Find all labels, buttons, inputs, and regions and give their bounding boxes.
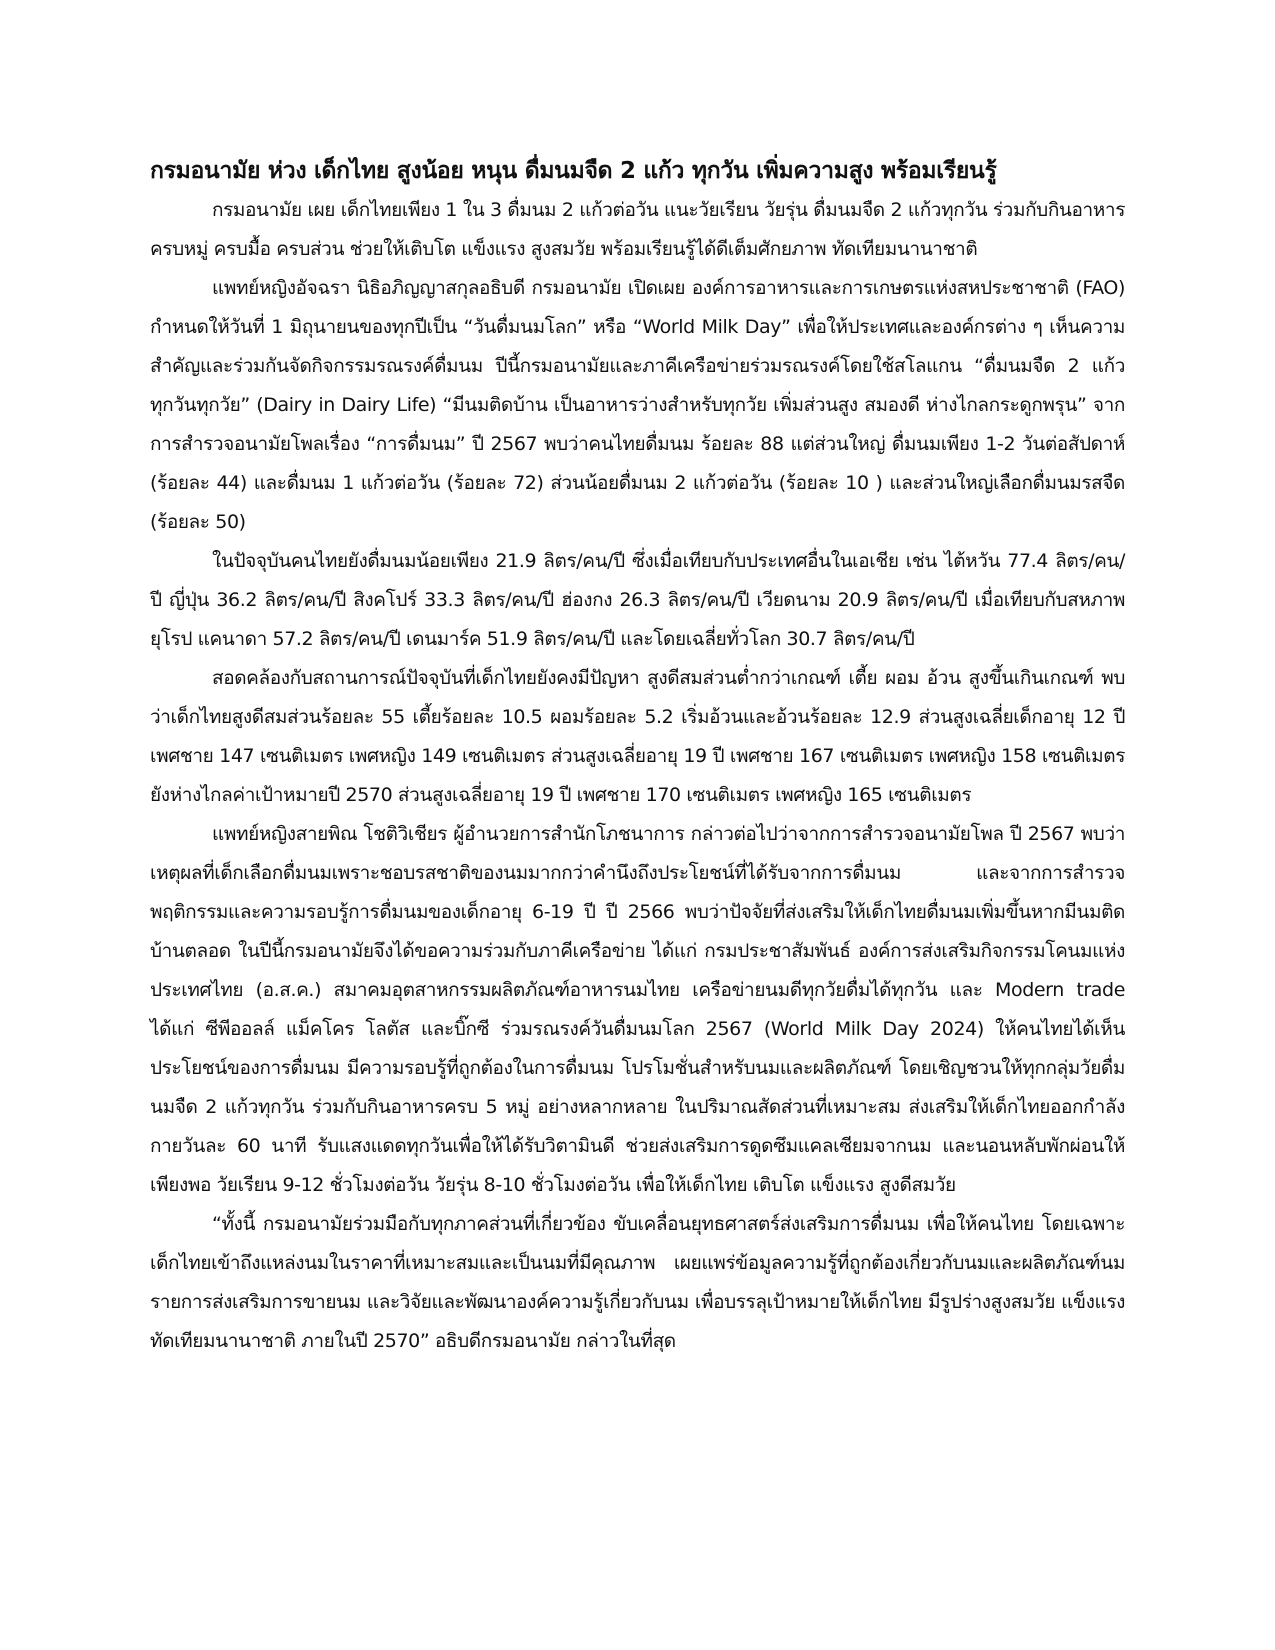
- paragraph-consumption-statistics: ในปัจจุบันคนไทยยังดื่มนมน้อยเพียง 21.9 ลิตร/คน/ปี ซึ่งเมื่อเทียบกับประเทศอื่นในเอเชีย เช่น ไต้หวัน 77.4 ลิตร/คน/ปี ญี่ปุ่น 36.2 ลิตร/คน/ปี สิงคโปร์ 33.3 ลิตร/คน/ปี ฮ่องกง 26.3 ลิตร/คน/ปี เวียดนาม 20.9 ลิตร/คน/ปี เมื่อเทียบกับสหภาพยุโรป แคนาดา 57.2 ลิตร/คน/ปี เดนมาร์ค 51.9 ลิตร/คน/ปี และโดยเฉลี่ยทั่วโลก 30.7 ลิตร/คน/ปี: [150, 550, 1125, 650]
- paragraph-survey-and-campaign: แพทย์หญิงสายพิณ โชติวิเชียร ผู้อำนวยการสำนักโภชนาการ กล่าวต่อไปว่าจากการสำรวจอนามัยโพล ปี 2567 พบว่าเหตุผลที่เด็กเลือกดื่มนมเพราะชอบรสชาติของนมมากกว่าคำนึงถึงประโยชน์ที่ได้รับจากการดื่มนม และจากการสำรวจพฤติกรรมและความรอบรู้การดื่มนมของเด็กอายุ 6-19 ปี ปี 2566 พบว่าปัจจัยที่ส่งเสริมให้เด็กไทยดื่มนมเพิ่มขึ้นหากมีนมติดบ้านตลอด ในปีนี้กรมอนามัยจึงได้ขอความร่วมกับภาคีเครือข่าย ได้แก่ กรมประชาสัมพันธ์ องค์การส่งเสริมกิจกรรมโคนมแห่งประเทศไทย (อ.ส.ค.) สมาคมอุตสาหกรรมผลิตภัณฑ์อาหารนมไทย เครือข่ายนมดีทุกวัยดื่มได้ทุกวัน และ Modern trade ได้แก่ ซีพีออลล์ แม็คโคร โลตัส และบิ๊กซี ร่วมรณรงค์วันดื่มนมโลก 2567 (World Milk Day 2024) ให้คนไทยได้เห็นประโยชน์ของการดื่มนม มีความรอบรู้ที่ถูกต้องในการดื่มนม โปรโมชั่นสำหรับนมและผลิตภัณฑ์ โดยเชิญชวนให้ทุกกลุ่มวัยดื่มนมจืด 2 แก้วทุกวัน ร่วมกับกินอาหารครบ 5 หมู่ อย่างหลากหลาย ในปริมาณสัดส่วนที่เหมาะสม ส่งเสริมให้เด็กไทยออกกำลังกายวันละ 60 นาที รับแสงแดดทุกวันเพื่อให้ได้รับวิตามินดี ช่วยส่งเสริมการดูดซึมแคลเซียมจากนม และนอนหลับพักผ่อนให้เพียงพอ วัยเรียน 9-12 ชั่วโมงต่อวัน วัยรุ่น 8-10 ชั่วโมงต่อวัน เพื่อให้เด็กไทย เติบโต แข็งแรง สูงดีสมวัย: [150, 823, 1125, 1196]
- headline: กรมอนามัย ห่วง เด็กไทย สูงน้อย หนุน ดื่มนมจืด 2 แก้ว ทุกวัน เพิ่มความสูง พร้อมเรียนรู้: [150, 158, 997, 184]
- paragraph-height-statistics: สอดคล้องกับสถานการณ์ปัจจุบันที่เด็กไทยยังคงมีปัญหา สูงดีสมส่วนต่ำกว่าเกณฑ์ เตี้ย ผอม อ้วน สูงขึ้นเกินเกณฑ์ พบว่าเด็กไทยสูงดีสมส่วนร้อยละ 55 เตี้ยร้อยละ 10.5 ผอมร้อยละ 5.2 เริ่มอ้วนและอ้วนร้อยละ 12.9 ส่วนสูงเฉลี่ยเด็กอายุ 12 ปี เพศชาย 147 เซนติเมตร เพศหญิง 149 เซนติเมตร ส่วนสูงเฉลี่ยอายุ 19 ปี เพศชาย 167 เซนติเมตร เพศหญิง 158 เซนติเมตร ยังห่างไกลค่าเป้าหมายปี 2570 ส่วนสูงเฉลี่ยอายุ 19 ปี เพศชาย 170 เซนติเมตร เพศหญิง 165 เซนติเมตร: [150, 667, 1125, 806]
- paragraph-closing-quote: “ทั้งนี้ กรมอนามัยร่วมมือกับทุกภาคส่วนที่เกี่ยวข้อง ขับเคลื่อนยุทธศาสตร์ส่งเสริมการดื่มนม เพื่อให้คนไทย โดยเฉพาะเด็กไทยเข้าถึงแหล่งนมในราคาที่เหมาะสมและเป็นนมที่มีคุณภาพ เผยแพร่ข้อมูลความรู้ที่ถูกต้องเกี่ยวกับนมและผลิตภัณฑ์นม รายการส่งเสริมการขายนม และวิจัยและพัฒนาองค์ความรู้เกี่ยวกับนม เพื่อบรรลุเป้าหมายให้เด็กไทย มีรูปร่างสูงสมวัย แข็งแรง ทัดเทียมนานาชาติ ภายในปี 2570” อธิบดีกรมอนามัย กล่าวในที่สุด: [150, 1213, 1125, 1352]
- paragraph-lead: กรมอนามัย เผย เด็กไทยเพียง 1 ใน 3 ดื่มนม 2 แก้วต่อวัน แนะวัยเรียน วัยรุ่น ดื่มนมจืด 2 แก้วทุกวัน ร่วมกับกินอาหารครบหมู่ ครบมื้อ ครบส่วน ช่วยให้เติบโต แข็งแรง สูงสมวัย พร้อมเรียนรู้ได้ดีเต็มศักยภาพ ทัดเทียมนานาชาติ: [150, 199, 1125, 260]
- document-page: [150, 155, 1125, 1361]
- paragraph-world-milk-day: แพทย์หญิงอัจฉรา นิธิอภิญญาสกุลอธิบดี กรมอนามัย เปิดเผย องค์การอาหารและการเกษตรแห่งสหประชาชาติ (FAO) กำหนดให้วันที่ 1 มิถุนายนของทุกปีเป็น “วันดื่มนมโลก” หรือ “World Milk Day” เพื่อให้ประเทศและองค์กรต่าง ๆ เห็นความสำคัญและร่วมกันจัดกิจกรรมรณรงค์ดื่มนม ปีนี้กรมอนามัยและภาคีเครือข่ายร่วมรณรงค์โดยใช้สโลแกน “ดื่มนมจืด 2 แก้ว ทุกวันทุกวัย” (Dairy in Dairy Life) “มีนมติดบ้าน เป็นอาหารว่างสำหรับทุกวัย เพิ่มส่วนสูง สมองดี ห่างไกลกระดูกพรุน” จากการสำรวจอนามัยโพลเรื่อง “การดื่มนม” ปี 2567 พบว่าคนไทยดื่มนม ร้อยละ 88 แต่ส่วนใหญ่ ดื่มนมเพียง 1-2 วันต่อสัปดาห์ (ร้อยละ 44) และดื่มนม 1 แก้วต่อวัน (ร้อยละ 72) ส่วนน้อยดื่มนม 2 แก้วต่อวัน (ร้อยละ 10 ) และส่วนใหญ่เลือกดื่มนมรสจืด (ร้อยละ 50): [150, 277, 1125, 533]
